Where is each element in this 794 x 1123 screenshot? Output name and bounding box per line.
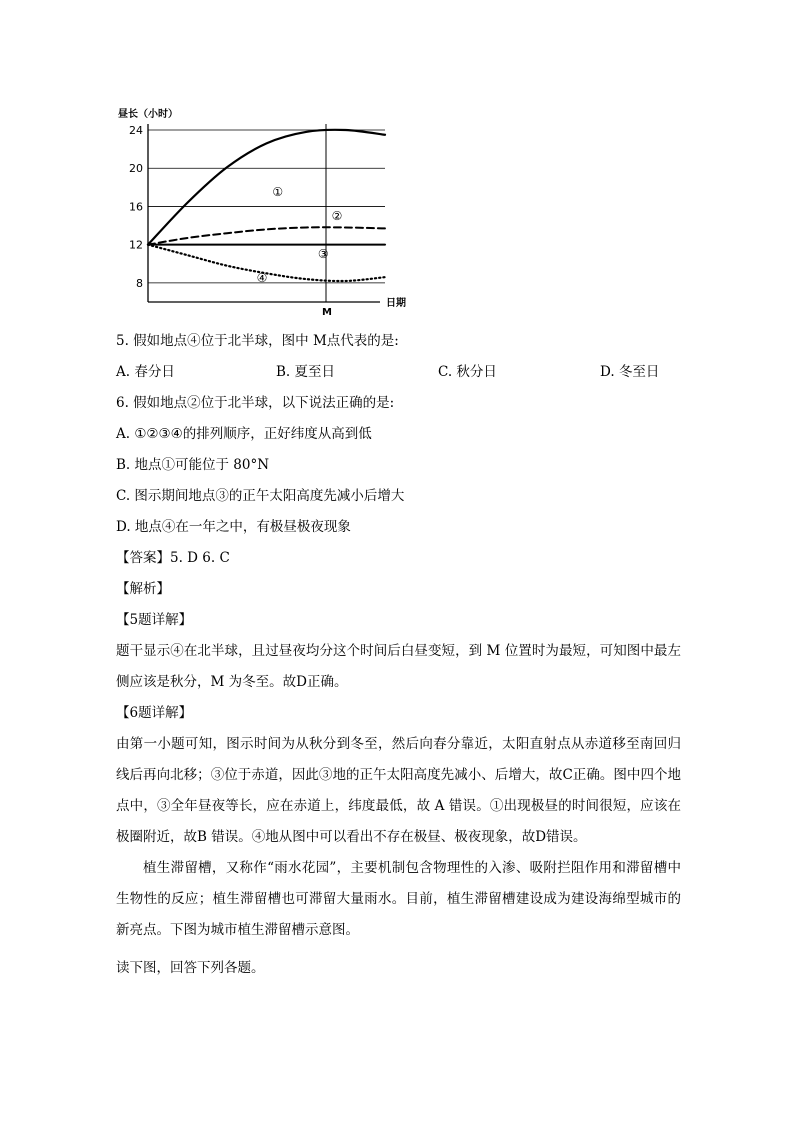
y-tick-label: 16 bbox=[129, 200, 143, 214]
q5-option-a: A. 春分日 bbox=[116, 364, 175, 380]
read-instruction: 读下图，回答下列各题。 bbox=[116, 960, 265, 976]
m-marker-label: M bbox=[322, 307, 332, 318]
x-axis-label: 日期 bbox=[386, 298, 406, 309]
q5-stem: 5. 假如地点④位于北半球，图中 M点代表的是: bbox=[116, 333, 399, 349]
y-tick-labels bbox=[129, 124, 143, 290]
y-tick-label: 20 bbox=[129, 162, 143, 176]
series-label-1: ① bbox=[272, 185, 284, 200]
q6-option-a: A. ①②③④的排列顺序，正好纬度从高到低 bbox=[116, 426, 372, 442]
q5-option-b: B. 夏至日 bbox=[276, 364, 336, 380]
q6-option-d: D. 地点④在一年之中，有极昼极夜现象 bbox=[116, 519, 351, 535]
answer-line: 【答案】5. D 6. C bbox=[116, 550, 230, 566]
detail5-title: 【5题详解】 bbox=[116, 612, 193, 628]
chart-series bbox=[148, 130, 385, 285]
q6-option-b: B. 地点①可能位于 80°N bbox=[116, 457, 270, 473]
series-line-2 bbox=[148, 227, 385, 244]
day-length-chart bbox=[110, 102, 420, 324]
detail6-text: 由第一小题可知，图示时间为从秋分到冬至，然后向春分靠近，太阳直射点从赤道移至南回归线后再向北移；③位于赤道，因此③地的正午太阳高度先减小、后增大，故C正确。图中四个地点中，③全年昼夜等长，应在赤道上，纬度最低，故 A 错误。①出现极昼的时间很短，应该在极圈附近，故B 错误。④地从图中可以看出不存在极昼、极夜现象，故D错误。 bbox=[116, 736, 681, 845]
detail6-title: 【6题详解】 bbox=[116, 705, 193, 721]
intro-paragraph: 植生滞留槽，又称作“雨水花园”，主要机制包含物理性的入渗、吸附拦阻作用和滞留槽中生物性的反应；植生滞留槽也可滞留大量雨水。目前，植生滞留槽建设成为建设海绵型城市的新亮点。下图为城市植生滞留槽示意图。 bbox=[116, 860, 681, 938]
analysis-title: 【解析】 bbox=[116, 581, 170, 597]
y-tick-label: 8 bbox=[136, 276, 143, 290]
series-label-2: ② bbox=[331, 209, 343, 223]
y-tick-label: 24 bbox=[129, 124, 143, 137]
y-axis-label: 昼长（小时） bbox=[118, 109, 178, 120]
detail5-text: 题干显示④在北半球，且过昼夜均分这个时间后白昼变短，到 M 位置时为最短，可知图中最左侧应该是秋分，M 为冬至。故D正确。 bbox=[116, 643, 681, 690]
q5-option-c: C. 秋分日 bbox=[438, 364, 497, 380]
y-tick-label: 12 bbox=[129, 238, 143, 252]
series-label-3: ③ bbox=[317, 247, 329, 262]
q6-stem: 6. 假如地点②位于北半球，以下说法正确的是: bbox=[116, 395, 395, 411]
q6-option-c: C. 图示期间地点③的正午太阳高度先减小后增大 bbox=[116, 488, 405, 504]
series-label-4: ④ bbox=[256, 271, 268, 286]
q5-option-d: D. 冬至日 bbox=[600, 364, 660, 380]
